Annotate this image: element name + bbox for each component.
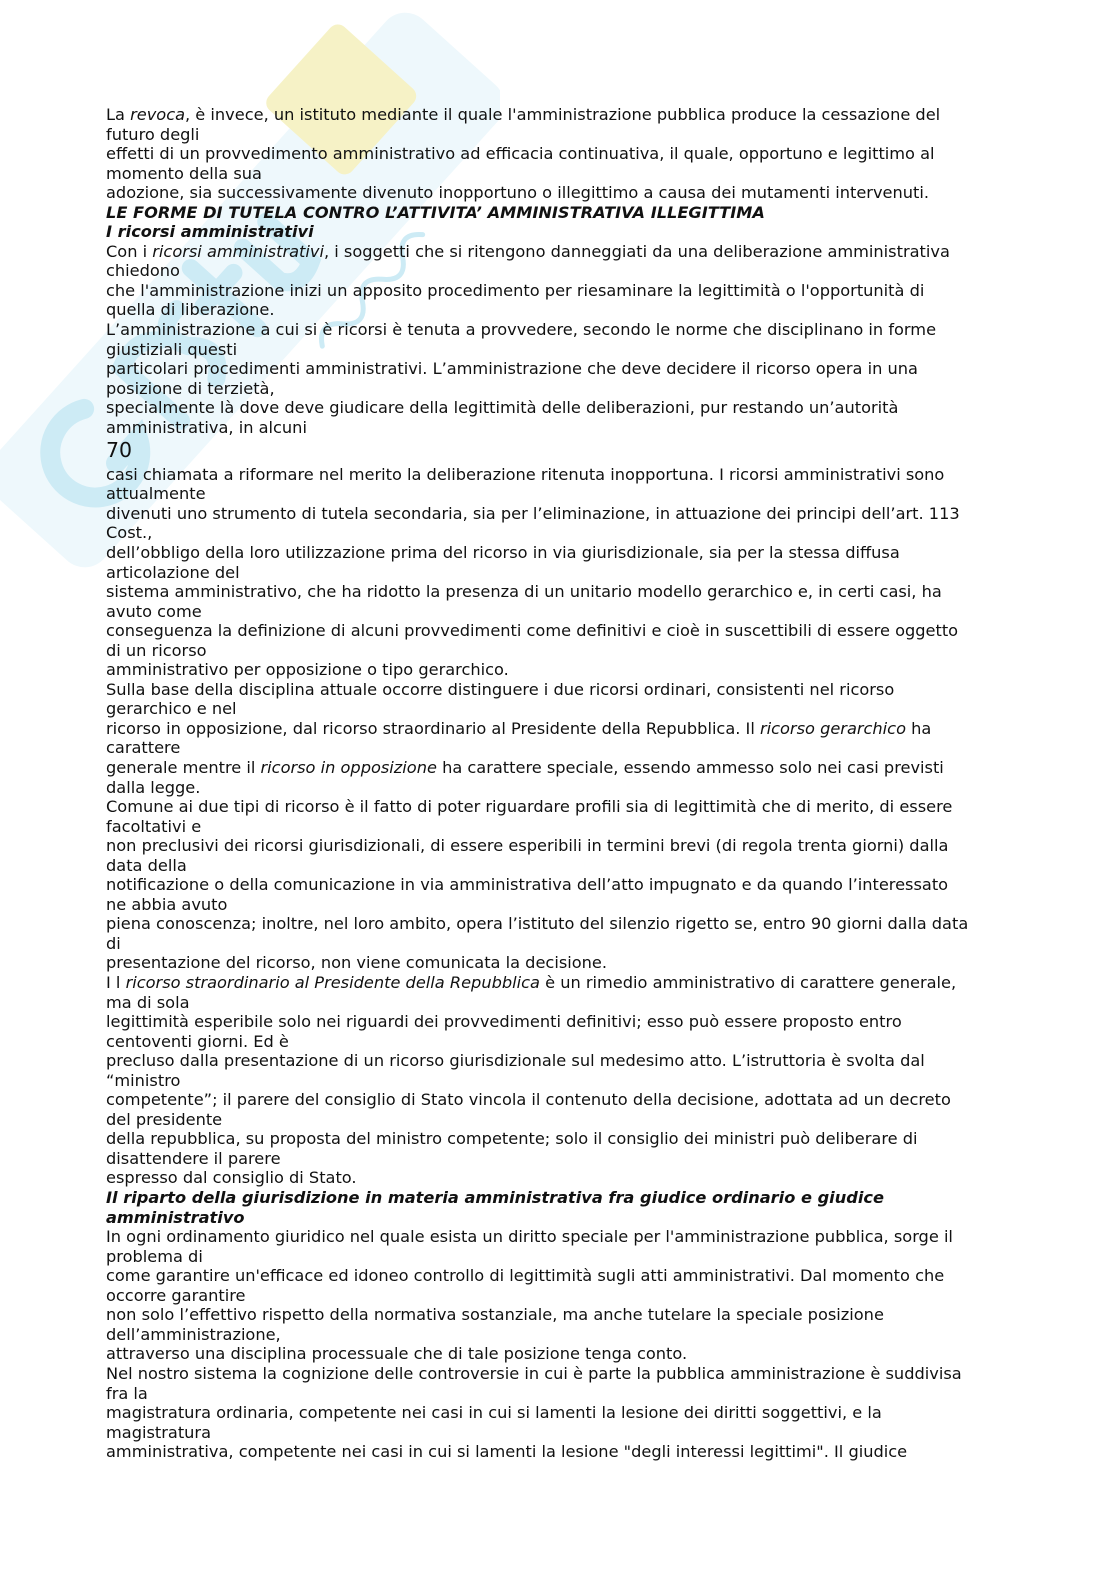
section-heading [106, 222, 968, 242]
text-line [106, 523, 968, 543]
text-line [106, 641, 968, 661]
text-line [106, 359, 968, 379]
text-line [106, 836, 968, 856]
text-run: Nel nostro sistema la cognizione delle controversie in cui è parte la pubblica amministrazione è suddivisa [106, 1363, 962, 1383]
text-line [106, 1051, 968, 1071]
text-run: di un ricorso [106, 640, 207, 660]
text-line [106, 895, 968, 915]
text-line [106, 797, 968, 817]
text-run: amministrativa, competente nei casi in cui si lamenti la lesione "degli interessi legittimi". Il giudice [106, 1442, 908, 1462]
text-line [106, 144, 968, 164]
text-line [106, 125, 968, 145]
text-run: L’amministrazione a cui si è ricorsi è tenuta a provvedere, secondo le norme che disciplinano in forme [106, 320, 937, 340]
text-run: momento della sua [106, 163, 262, 183]
text-run: Sulla base della disciplina attuale occorre distinguere i due ricorsi ordinari, consistenti nel ricorso [106, 679, 895, 699]
text-line [106, 1110, 968, 1130]
text-line [106, 105, 968, 125]
emphasis-text: revoca [130, 105, 186, 124]
page-number [106, 437, 968, 465]
text-run: adozione, sia successivamente divenuto inopportuno o illegittimo a causa dei mutamenti intervenuti. [106, 183, 930, 203]
text-line [106, 738, 968, 758]
text-line [106, 261, 968, 281]
text-run: avuto come [106, 601, 202, 621]
text-line [106, 1364, 968, 1384]
text-run: non preclusivi dei ricorsi giurisdizionali, di essere esperibili in termini brevi (di regola trenta giorni) dalla [106, 836, 949, 856]
text-run: di [106, 933, 121, 953]
text-run: ma di sola [106, 992, 190, 1012]
text-run: quella di liberazione. [106, 300, 275, 320]
text-run: precluso dalla presentazione di un ricorso giurisdizionale sul medesimo atto. L’istruttoria è svolta dal [106, 1051, 925, 1071]
text-line [106, 465, 968, 485]
emphasis-text: ricorso in opposizione [260, 758, 437, 777]
emphasis-text: ricorso gerarchico [759, 718, 906, 738]
text-line [106, 914, 968, 934]
text-line [106, 1071, 968, 1091]
text-run: gerarchico e nel [106, 699, 237, 719]
text-line [106, 758, 968, 778]
text-run: centoventi giorni. Ed è [106, 1031, 289, 1051]
text-line [106, 1325, 968, 1345]
emphasis-text: ricorso straordinario al Presidente della Repubblica [125, 973, 540, 993]
text-line [106, 875, 968, 895]
text-run: attualmente [106, 484, 206, 504]
text-run: chiedono [106, 261, 180, 281]
text-run: ne abbia avuto [106, 894, 228, 914]
text-run: , i soggetti che si ritengono danneggiati da una deliberazione amministrativa [323, 241, 950, 261]
text-line [106, 320, 968, 340]
text-run: presentazione del ricorso, non viene comunicata la decisione. [106, 953, 608, 973]
text-run: come garantire un'efficace ed idoneo controllo di legittimità sugli atti amministrativi. Dal momento che [106, 1266, 945, 1286]
text-line [106, 1032, 968, 1052]
text-line [106, 993, 968, 1013]
text-run: legittimità esperibile solo nei riguardi dei provvedimenti definitivi; esso può essere proposto entro [106, 1012, 902, 1032]
text-run: che l'amministrazione inizi un apposito procedimento per riesaminare la legittimità o l'opportunità di [106, 280, 925, 300]
text-run: problema di [106, 1246, 203, 1266]
text-line [106, 1286, 968, 1306]
text-run: sistema amministrativo, che ha ridotto la presenza di un unitario modello gerarchico e, in certi casi, ha [106, 582, 942, 602]
text-run: è un rimedio amministrativo di carattere generale, [539, 973, 957, 993]
text-line [106, 934, 968, 954]
text-run: specialmente là dove deve giudicare della legittimità delle deliberazioni, pur restando un’autorità [106, 398, 899, 418]
text-line [106, 242, 968, 262]
text-line [106, 680, 968, 700]
text-run: magistratura [106, 1422, 211, 1442]
text-run: facoltativi e [106, 816, 202, 836]
text-line [106, 563, 968, 583]
text-run: attraverso una disciplina processuale che di tale posizione tenga conto. [106, 1344, 688, 1364]
text-line [106, 340, 968, 360]
text-run: particolari procedimenti amministrativi. L’amministrazione che deve decidere il ricorso opera in una [106, 359, 918, 379]
text-line [106, 183, 968, 203]
text-run: amministrativo [106, 1207, 245, 1227]
text-line [106, 379, 968, 399]
text-run: della repubblica, su proposta del ministro competente; solo il consiglio dei ministri può deliberare di [106, 1129, 918, 1149]
text-run: “ministro [106, 1070, 181, 1090]
text-run: effetti di un provvedimento amministrativo ad efficacia continuativa, il quale, opportuno e legittimo al [106, 144, 935, 164]
text-line [106, 164, 968, 184]
text-run: Cost., [106, 523, 153, 543]
text-line [106, 398, 968, 418]
text-line [106, 300, 968, 320]
text-line [106, 1403, 968, 1423]
text-line [106, 1129, 968, 1149]
text-line [106, 856, 968, 876]
text-run: casi chiamata a riformare nel merito la deliberazione ritenuta inopportuna. I ricorsi amministrativi sono [106, 464, 945, 484]
text-run: disattendere il parere [106, 1148, 281, 1168]
text-line [106, 973, 968, 993]
text-line [106, 953, 968, 973]
text-line [106, 1168, 968, 1188]
text-run: generale mentre il [106, 758, 261, 777]
text-run: conseguenza la definizione di alcuni provvedimenti come definitivi e cioè in suscettibili di essere oggetto [106, 621, 959, 641]
text-line [106, 1227, 968, 1247]
text-line [106, 778, 968, 798]
text-run: Comune ai due tipi di ricorso è il fatto di poter riguardare profili sia di legittimità che di merito, di essere [106, 797, 953, 817]
section-heading [106, 1208, 968, 1228]
emphasis-text: ricorsi amministrativi [152, 241, 324, 261]
text-run: competente”; il parere del consiglio di Stato vincola il contenuto della decisione, adottata ad un decreto [106, 1090, 951, 1110]
text-run: articolazione del [106, 562, 240, 582]
text-line [106, 1344, 968, 1364]
text-line [106, 602, 968, 622]
text-run: piena conoscenza; inoltre, nel loro ambito, opera l’istituto del silenzio rigetto se, entro 90 giorni dalla data [106, 914, 969, 934]
text-run: 70 [106, 438, 133, 463]
text-line [106, 1384, 968, 1404]
text-run: dell’obbligo della loro utilizzazione prima del ricorso in via giurisdizionale, sia per la stessa diffusa [106, 542, 900, 562]
text-run: data della [106, 855, 187, 875]
text-line [106, 1012, 968, 1032]
text-line [106, 504, 968, 524]
text-run: giustiziali questi [106, 339, 238, 359]
text-run: ricorso in opposizione, dal ricorso straordinario al Presidente della Repubblica. Il [106, 718, 760, 738]
text-run: LE FORME DI TUTELA CONTRO L’ATTIVITA’ AMMINISTRATIVA ILLEGITTIMA [106, 202, 765, 222]
section-heading [106, 203, 968, 223]
text-line [106, 1442, 968, 1462]
text-run: ha [906, 718, 932, 738]
text-run: del presidente [106, 1109, 223, 1129]
text-run: dalla legge. [106, 777, 201, 797]
text-line [106, 1149, 968, 1169]
text-run: non solo l’effettivo rispetto della normativa sostanziale, ma anche tutelare la speciale posizione [106, 1305, 884, 1325]
text-run: , è invece, un istituto mediante il quale l'amministrazione pubblica produce la cessazione del [185, 105, 941, 124]
text-run: divenuti uno strumento di tutela secondaria, sia per l’eliminazione, in attuazione dei principi dell’art. 113 [106, 503, 960, 523]
text-run: occorre garantire [106, 1285, 246, 1305]
text-line [106, 1266, 968, 1286]
text-line [106, 817, 968, 837]
text-run: I ricorsi amministrativi [106, 222, 314, 242]
text-run: Con i [106, 241, 153, 261]
text-run: dell’amministrazione, [106, 1324, 281, 1344]
text-run: posizione di terzietà, [106, 378, 275, 398]
text-run: notificazione o della comunicazione in via amministrativa dell’atto impugnato e da quando l’interessato [106, 875, 949, 895]
text-line [106, 582, 968, 602]
text-run: fra la [106, 1383, 148, 1403]
text-run: In ogni ordinamento giuridico nel quale esista un diritto speciale per l'amministrazione pubblica, sorge il [106, 1227, 953, 1247]
text-line [106, 484, 968, 504]
text-line [106, 719, 968, 739]
text-line [106, 1090, 968, 1110]
text-line [106, 1247, 968, 1267]
text-run: futuro degli [106, 124, 200, 144]
section-heading [106, 1188, 968, 1208]
text-run: carattere [106, 738, 181, 758]
text-run: La [106, 105, 131, 124]
text-line [106, 621, 968, 641]
text-line [106, 699, 968, 719]
text-line [106, 660, 968, 680]
text-run: Il riparto della giurisdizione in materia amministrativa fra giudice ordinario e giudice [106, 1188, 884, 1208]
text-run: espresso dal consiglio di Stato. [106, 1168, 357, 1188]
text-line [106, 1423, 968, 1443]
text-run: magistratura ordinaria, competente nei casi in cui si lamenti la lesione dei diritti soggettivi, e la [106, 1403, 882, 1423]
text-line [106, 543, 968, 563]
text-run: amministrativa, in alcuni [106, 417, 307, 437]
text-run: ha carattere speciale, essendo ammesso solo nei casi previsti [436, 758, 944, 777]
text-run: I l [106, 973, 126, 993]
text-line [106, 281, 968, 301]
text-line [106, 1305, 968, 1325]
document-body [106, 105, 968, 1462]
text-line [106, 418, 968, 438]
text-run: amministrativo per opposizione o tipo gerarchico. [106, 660, 509, 680]
